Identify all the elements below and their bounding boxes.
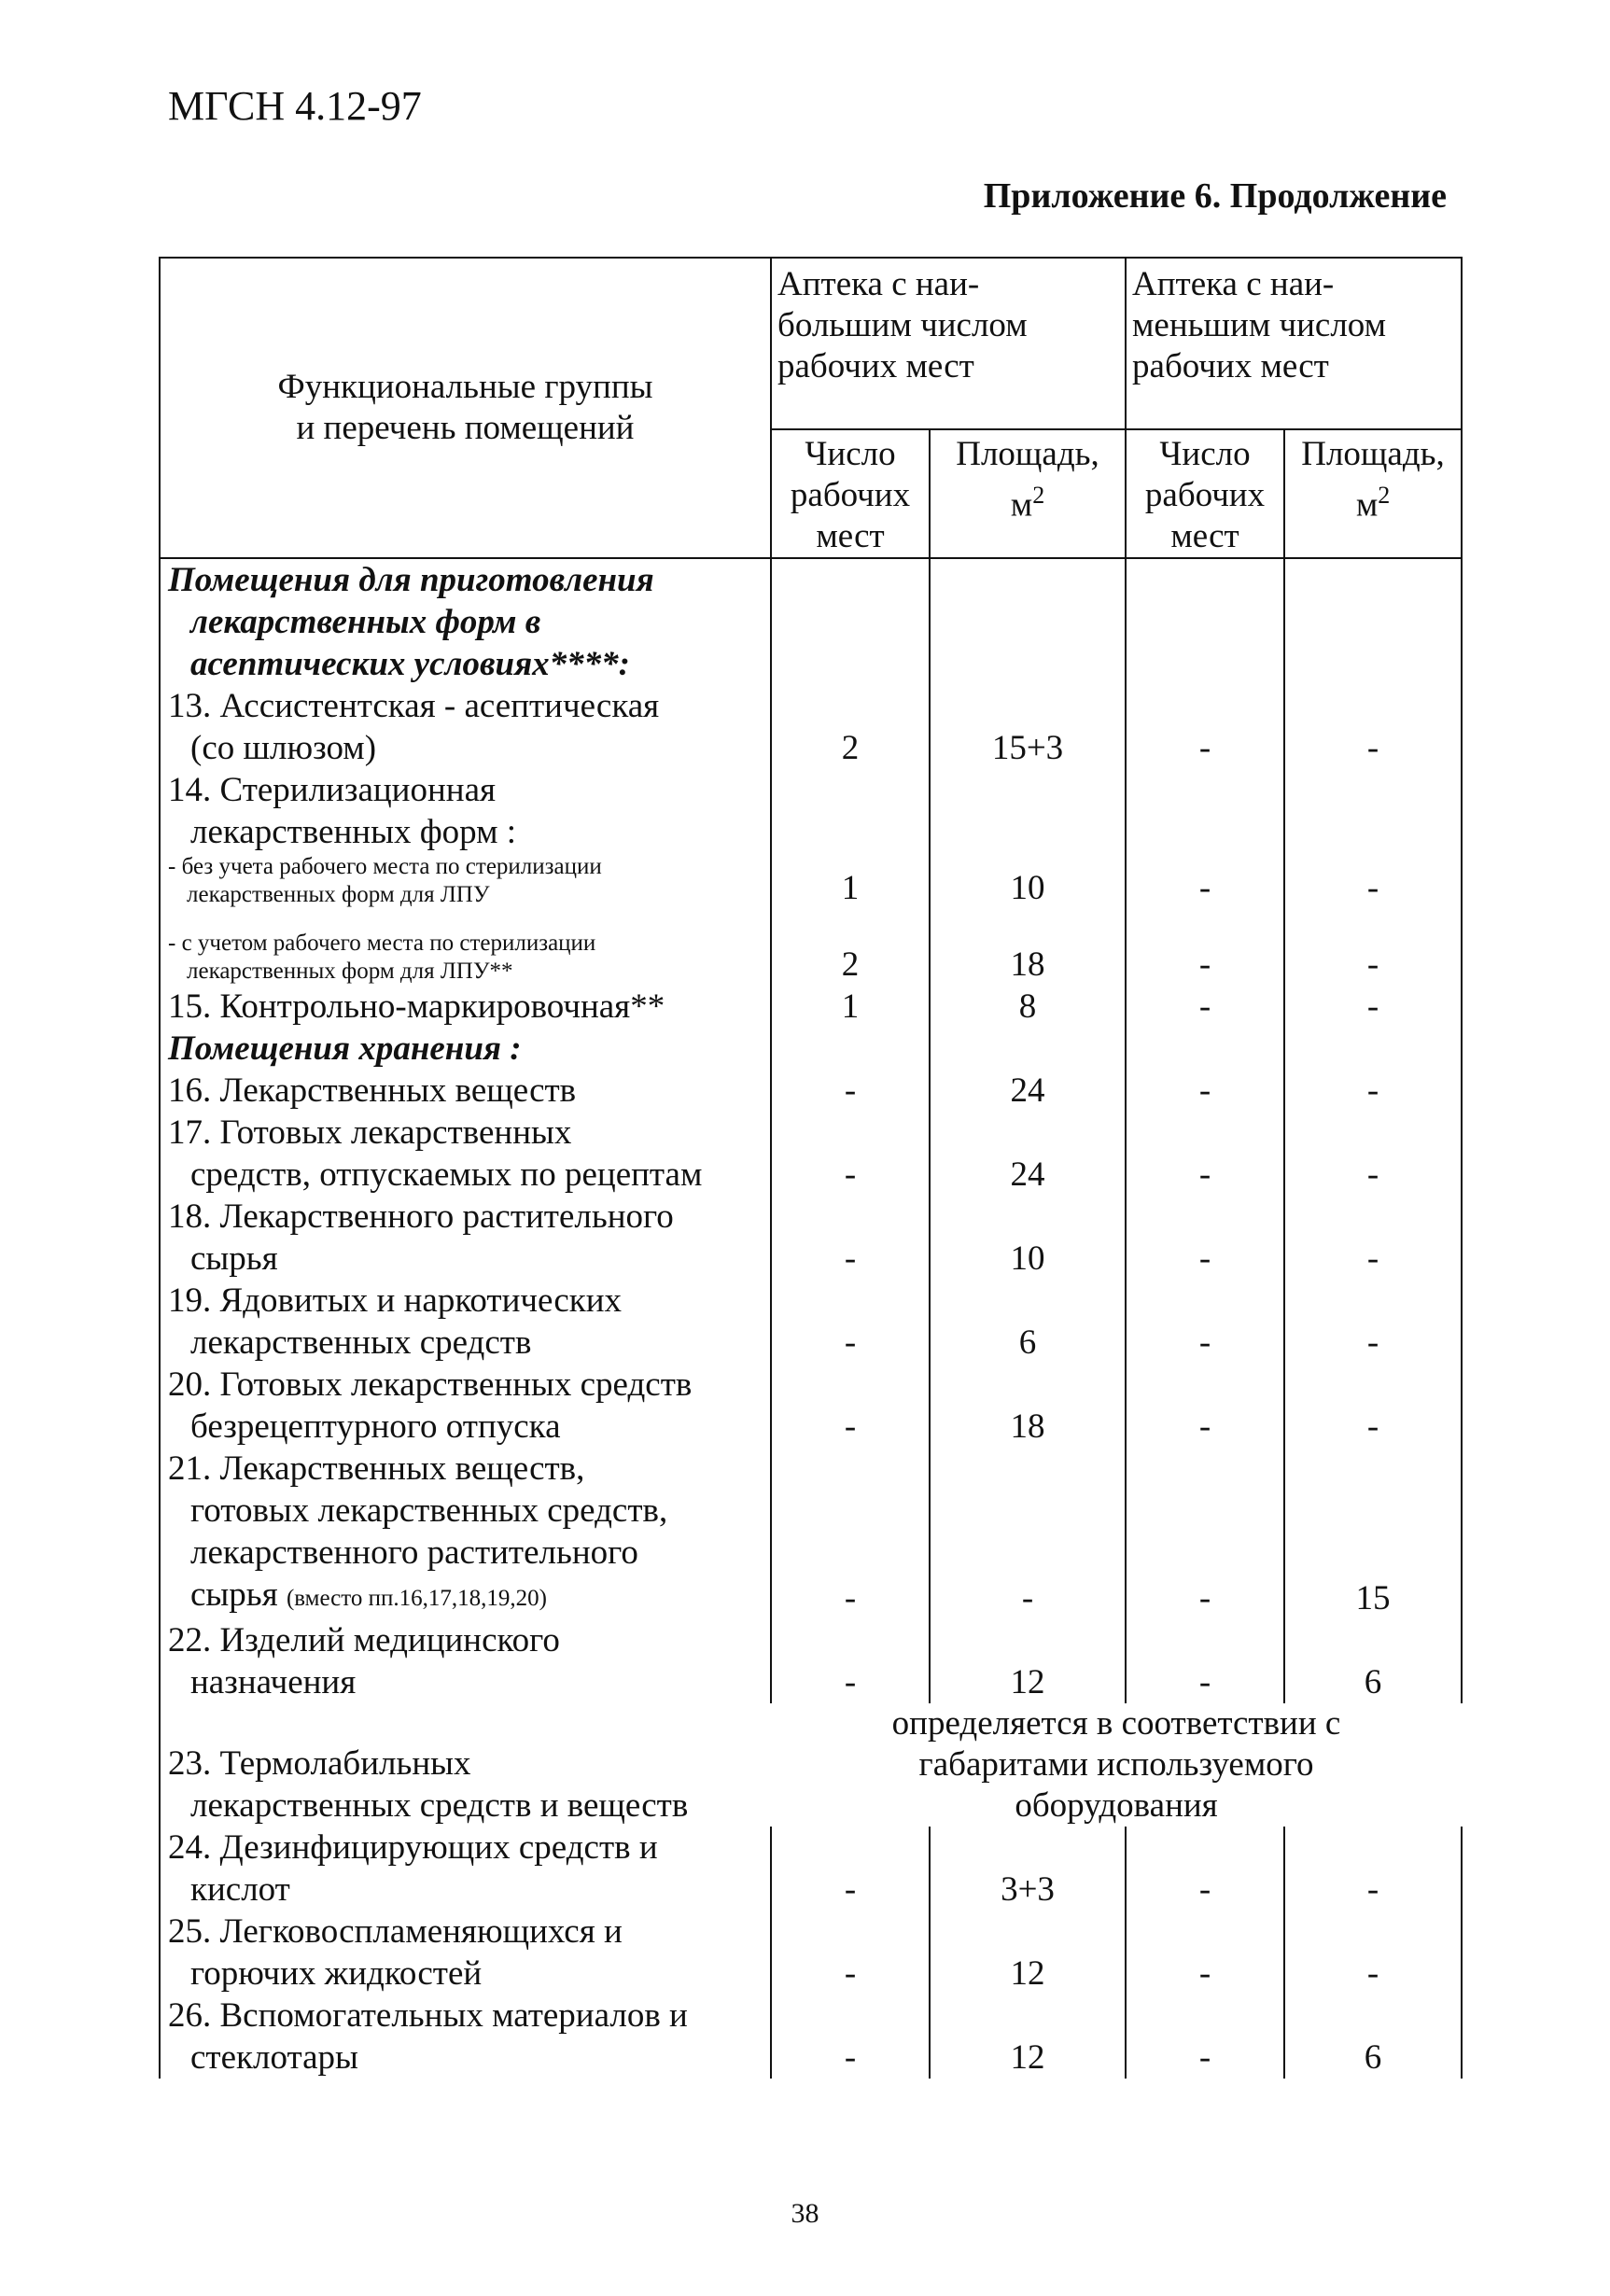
value-cell-b2: - bbox=[1284, 1911, 1462, 1995]
value-cell-b1: - bbox=[1126, 1112, 1284, 1196]
room-name-line: лекарственных форм для ЛПУ** bbox=[187, 959, 513, 984]
premises-table bbox=[159, 257, 1463, 2079]
value-cell-a1: - bbox=[771, 1448, 930, 1619]
table-row bbox=[160, 1703, 1462, 1827]
header-workplaces-b: Число рабочих мест bbox=[1126, 429, 1284, 558]
table-row bbox=[160, 558, 1462, 685]
table-row bbox=[160, 853, 1462, 909]
value-cell-b2: - bbox=[1284, 853, 1462, 909]
room-name-line: 17. Готовых лекарственных bbox=[168, 1113, 572, 1152]
value-cell-b1: - bbox=[1126, 1196, 1284, 1280]
room-name-line: сырья bbox=[190, 1575, 278, 1614]
value-cell-a2 bbox=[930, 1028, 1126, 1070]
value-cell-b2: - bbox=[1284, 1112, 1462, 1196]
value-cell-b1 bbox=[1126, 769, 1284, 853]
value-cell-b2: 6 bbox=[1284, 1995, 1462, 2079]
room-name-cell bbox=[160, 1703, 771, 1827]
room-name-line: кислот bbox=[190, 1870, 290, 1909]
table-row bbox=[160, 1448, 1462, 1619]
room-name-line: лекарственных средств bbox=[190, 1323, 532, 1362]
room-name-line: - без учета рабочего места по стерилизации bbox=[168, 854, 602, 879]
room-name-line: стеклотары bbox=[190, 2038, 358, 2077]
value-cell-b2: 15 bbox=[1284, 1448, 1462, 1619]
header-functional-groups: Функциональные группы и перечень помещений bbox=[160, 258, 771, 558]
value-cell-b2 bbox=[1284, 1028, 1462, 1070]
room-name-line: 16. Лекарственных веществ bbox=[168, 1071, 577, 1110]
merged-note-cell bbox=[771, 1703, 1462, 1827]
room-name-cell bbox=[160, 685, 771, 769]
value-cell-a1: - bbox=[771, 1911, 930, 1995]
room-name-line: 22. Изделий медицинского bbox=[168, 1621, 560, 1659]
room-name-cell bbox=[160, 1364, 771, 1448]
room-name-line: 25. Легковоспламеняющихся и bbox=[168, 1912, 623, 1951]
table-row bbox=[160, 1070, 1462, 1112]
value-cell-a1: - bbox=[771, 1995, 930, 2079]
value-cell-b1: - bbox=[1126, 986, 1284, 1028]
value-cell-a2: 3+3 bbox=[930, 1827, 1126, 1911]
value-cell-b1: - bbox=[1126, 1364, 1284, 1448]
room-name-cell bbox=[160, 1827, 771, 1911]
value-cell-b2: - bbox=[1284, 986, 1462, 1028]
room-name-line: лекарственного растительного bbox=[190, 1533, 638, 1572]
page-number: 38 bbox=[791, 2198, 819, 2229]
room-name-line: - с учетом рабочего места по стерилизации bbox=[168, 931, 596, 956]
room-name-cell bbox=[160, 1619, 771, 1703]
value-cell-b1: - bbox=[1126, 1448, 1284, 1619]
value-cell-b1: - bbox=[1126, 853, 1284, 909]
room-name-line: 13. Ассистентская - асептическая bbox=[168, 687, 660, 725]
value-cell-b1: - bbox=[1126, 1995, 1284, 2079]
value-cell-a2: 10 bbox=[930, 1196, 1126, 1280]
value-cell-b1: - bbox=[1126, 1911, 1284, 1995]
room-name-line: лекарственных форм : bbox=[190, 813, 517, 851]
room-name-line: назначения bbox=[190, 1663, 357, 1701]
room-name-line: Помещения для приготовления bbox=[168, 561, 654, 599]
room-name-line: лекарственных форм в bbox=[190, 603, 541, 641]
value-cell-b2 bbox=[1284, 558, 1462, 685]
room-name-cell bbox=[160, 1196, 771, 1280]
value-cell-a2: 18 bbox=[930, 1364, 1126, 1448]
value-cell-b2: 6 bbox=[1284, 1619, 1462, 1703]
value-cell-a1: - bbox=[771, 1827, 930, 1911]
value-cell-a1: - bbox=[771, 1196, 930, 1280]
room-name-cell bbox=[160, 1280, 771, 1364]
room-name-line: 14. Стерилизационная bbox=[168, 771, 497, 809]
value-cell-a1 bbox=[771, 769, 930, 853]
room-name-cell bbox=[160, 1028, 771, 1070]
value-cell-b1: - bbox=[1126, 909, 1284, 986]
value-cell-b2: - bbox=[1284, 909, 1462, 986]
value-cell-a1: 1 bbox=[771, 853, 930, 909]
value-cell-a1: 2 bbox=[771, 685, 930, 769]
value-cell-a2: - bbox=[930, 1448, 1126, 1619]
table-row bbox=[160, 1364, 1462, 1448]
room-name-cell bbox=[160, 558, 771, 685]
value-cell-b1: - bbox=[1126, 1070, 1284, 1112]
value-cell-b1: - bbox=[1126, 1827, 1284, 1911]
room-name-line: 19. Ядовитых и наркотических bbox=[168, 1281, 623, 1320]
merged-note-line: определяется в соответствии с bbox=[891, 1704, 1341, 1743]
value-cell-b1: - bbox=[1126, 1619, 1284, 1703]
value-cell-b2: - bbox=[1284, 1364, 1462, 1448]
room-name-note: (вместо пп.16,17,18,19,20) bbox=[286, 1586, 547, 1611]
value-cell-a1: - bbox=[771, 1619, 930, 1703]
table-row bbox=[160, 1911, 1462, 1995]
room-name-line: 24. Дезинфицирующих средств и bbox=[168, 1828, 658, 1867]
document-code: МГСН 4.12-97 bbox=[168, 83, 422, 129]
value-cell-b1: - bbox=[1126, 685, 1284, 769]
value-cell-b1 bbox=[1126, 1028, 1284, 1070]
value-cell-a2: 24 bbox=[930, 1070, 1126, 1112]
room-name-line: безрецептурного отпуска bbox=[190, 1407, 561, 1446]
value-cell-b2: - bbox=[1284, 1827, 1462, 1911]
header-area-a: Площадь, $м^2$ bbox=[930, 429, 1126, 558]
room-name-cell bbox=[160, 1070, 771, 1112]
merged-note-line: габаритами используемого bbox=[918, 1745, 1314, 1784]
room-name-line: 15. Контрольно-маркировочная** bbox=[168, 987, 665, 1026]
value-cell-b1 bbox=[1126, 558, 1284, 685]
room-name-line: 23. Термолабильных bbox=[168, 1744, 471, 1783]
room-name-cell bbox=[160, 1911, 771, 1995]
value-cell-a1: 1 bbox=[771, 986, 930, 1028]
table-body bbox=[160, 558, 1462, 2079]
room-name-line: средств, отпускаемых по рецептам bbox=[190, 1155, 703, 1194]
value-cell-b2 bbox=[1284, 769, 1462, 853]
value-cell-a1: - bbox=[771, 1070, 930, 1112]
room-name-cell bbox=[160, 986, 771, 1028]
room-name-line: лекарственных средств и веществ bbox=[190, 1786, 689, 1825]
value-cell-a2: 12 bbox=[930, 1619, 1126, 1703]
table-row bbox=[160, 1280, 1462, 1364]
header-area-b: Площадь, $м^2$ bbox=[1284, 429, 1462, 558]
room-name-line: 26. Вспомогательных материалов и bbox=[168, 1996, 688, 2035]
table-row bbox=[160, 1827, 1462, 1911]
room-name-line: сырья bbox=[190, 1239, 278, 1278]
room-name-line: готовых лекарственных средств, bbox=[190, 1491, 668, 1530]
value-cell-b1: - bbox=[1126, 1280, 1284, 1364]
table-row bbox=[160, 1028, 1462, 1070]
room-name-line: 21. Лекарственных веществ, bbox=[168, 1449, 585, 1488]
room-name-line: асептических условиях****: bbox=[190, 645, 630, 683]
room-name-cell bbox=[160, 909, 771, 986]
table-row bbox=[160, 1112, 1462, 1196]
value-cell-a1: - bbox=[771, 1112, 930, 1196]
room-name-cell bbox=[160, 1448, 771, 1619]
value-cell-a2: 10 bbox=[930, 853, 1126, 909]
room-name-cell bbox=[160, 1112, 771, 1196]
room-name-line: лекарственных форм для ЛПУ bbox=[187, 882, 490, 907]
value-cell-a2: 18 bbox=[930, 909, 1126, 986]
value-cell-a2: 6 bbox=[930, 1280, 1126, 1364]
header-workplaces-a: Число рабочих мест bbox=[771, 429, 930, 558]
value-cell-a1 bbox=[771, 1028, 930, 1070]
room-name-line: 20. Готовых лекарственных средств bbox=[168, 1365, 693, 1404]
value-cell-a1 bbox=[771, 558, 930, 685]
value-cell-a1: - bbox=[771, 1364, 930, 1448]
room-name-line: (со шлюзом) bbox=[190, 729, 377, 767]
room-name-line: горючих жидкостей bbox=[190, 1954, 483, 1993]
table-row bbox=[160, 1196, 1462, 1280]
room-name-cell bbox=[160, 769, 771, 853]
room-name-cell bbox=[160, 1995, 771, 2079]
value-cell-a2 bbox=[930, 769, 1126, 853]
room-name-cell bbox=[160, 853, 771, 909]
value-cell-b2: - bbox=[1284, 1280, 1462, 1364]
table-row bbox=[160, 909, 1462, 986]
value-cell-a2: 12 bbox=[930, 1911, 1126, 1995]
value-cell-b2: - bbox=[1284, 1196, 1462, 1280]
value-cell-a1: 2 bbox=[771, 909, 930, 986]
room-name-line: Помещения хранения : bbox=[168, 1029, 522, 1068]
value-cell-b2: - bbox=[1284, 685, 1462, 769]
table-row bbox=[160, 1995, 1462, 2079]
header-largest-pharmacy: Аптека с наи- большим числом рабочих мест bbox=[771, 258, 1126, 429]
value-cell-a2 bbox=[930, 558, 1126, 685]
table-row bbox=[160, 1619, 1462, 1703]
value-cell-a2: 15+3 bbox=[930, 685, 1126, 769]
table-row bbox=[160, 769, 1462, 853]
appendix-heading: Приложение 6. Продолжение bbox=[983, 176, 1447, 216]
table-row bbox=[160, 685, 1462, 769]
merged-note-line: оборудования bbox=[1015, 1786, 1218, 1825]
value-cell-a2: 24 bbox=[930, 1112, 1126, 1196]
value-cell-a1: - bbox=[771, 1280, 930, 1364]
header-smallest-pharmacy: Аптека с наи- меньшим числом рабочих мест bbox=[1126, 258, 1462, 429]
value-cell-a2: 8 bbox=[930, 986, 1126, 1028]
room-name-line: 18. Лекарственного растительного bbox=[168, 1197, 674, 1236]
value-cell-a2: 12 bbox=[930, 1995, 1126, 2079]
value-cell-b2: - bbox=[1284, 1070, 1462, 1112]
table-row bbox=[160, 986, 1462, 1028]
